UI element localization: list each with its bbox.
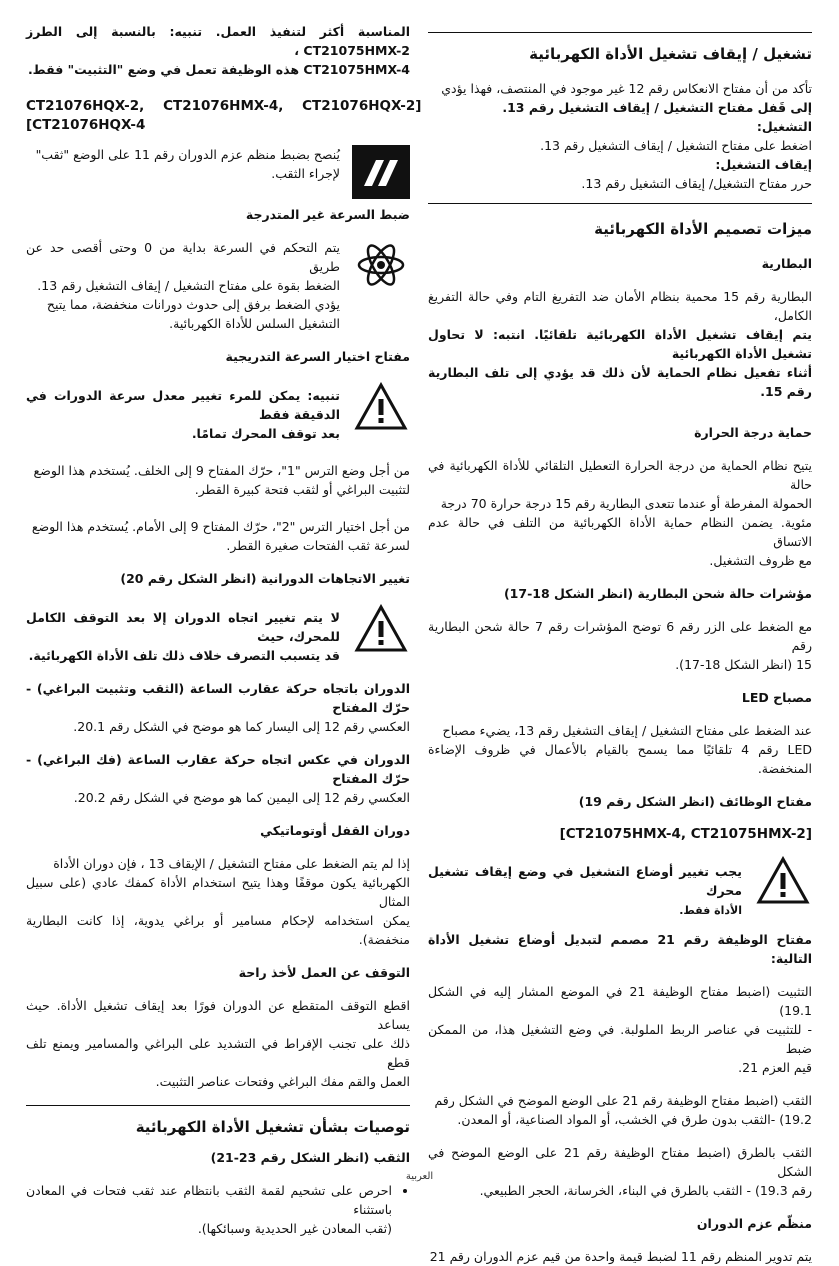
label-on: التشغيل: [756, 119, 812, 134]
paragraph-gear1 [26, 461, 410, 499]
warning-row-direction [26, 602, 410, 665]
text-line: التثبيت (اضبط مفتاح الوظيفة 21 في الموضع المشار إليه في الشكل 19.1) [428, 984, 812, 1018]
heading-gear: مفتاح اختيار السرعة التدريجية [225, 349, 410, 364]
text-line: [CT21076HQX-4 [26, 117, 146, 133]
text-line: رقم 19.3) - الثقب بالطرق في البناء، الخرسانة، الحجر الطبيعي. [479, 1183, 812, 1198]
text-line: مئوية. يضمن النظام حماية الأداة الكهربائية من التلف في حالة عدم الاتساق [428, 515, 812, 549]
warning-triangle-svg [354, 604, 408, 654]
text-line: عند الضغط على مفتاح التشغيل / إيقاف التشغيل رقم 13، يضيء مصباح [442, 723, 812, 738]
text-line: من أجل اختيار الترس "2"، حرّك المفتاح 9 إلى الأمام. يُستخدم هذا الوضع [31, 519, 410, 534]
text-line: الكهربائية يكون موقفًا وهذا يتيح استخدام الأداة كمفك عادي (على سبيل المثال [26, 875, 410, 909]
paragraph-torque: يتم تدوير المنظم رقم 11 لضبط قيمة واحدة من قيم عزم الدوران رقم 21 [429, 1249, 812, 1264]
paragraph-temperature [428, 456, 812, 570]
text-line: أثناء تفعيل نظام الحماية لأن ذلك قد يؤدي إلى تلف البطارية رقم 15. [428, 365, 812, 399]
text-line: الدوران في عكس اتجاه حركة عقارب الساعة (فك البراغي) - حرّك المفتاح [26, 752, 410, 786]
text-line: لإجراء الثقب. [271, 166, 340, 181]
drill-mode-text [26, 145, 340, 183]
text-line: احرص على تشحيم لقمة الثقب بانتظام عند ثقب فتحات في المعادن باستثناء [26, 1183, 392, 1217]
text-line: مع الضغط على الزر رقم 6 توضح المؤشرات رقم 7 حالة شحن البطارية رقم [428, 619, 813, 653]
text-line: لا يتم تغيير اتجاه الدوران إلا بعد التوقف الكامل للمحرك، حيث [26, 610, 340, 644]
text-line: - للتثبيت في عناصر الربط الملولبة. في وضع التشغيل هذا، من الممكن ضبط [428, 1022, 812, 1056]
paragraph-gear2 [26, 517, 410, 555]
paragraph-drilling [428, 1091, 812, 1129]
paragraph-reverse-switch [428, 79, 812, 117]
text-on: اضغط على مفتاح التشغيل / إيقاف التشغيل رقم 13. [540, 138, 812, 153]
text-line: 19.2) -الثقب بدون طرق في الخشب، أو المواد الصناعية، أو المعدن. [457, 1112, 812, 1127]
text-line: (ثقب المعادن غير الحديدية وسبائكها). [197, 1221, 392, 1236]
paragraph-led [428, 721, 812, 778]
text-line: يتيح نظام الحماية من درجة الحرارة التعطيل التلقائي للأداة الكهربائية في حالة [428, 458, 812, 492]
paragraph-counterclockwise [26, 750, 410, 807]
text-line: CT21076HQX-2, CT21076HMX-4, CT21076HQX-2] [26, 98, 422, 114]
heading-models: [CT21075HMX-4, CT21075HMX-2] [559, 826, 812, 842]
warning-text [26, 602, 340, 665]
warning-row-gear [26, 380, 410, 443]
heading-torque: منظّم عزم الدوران [696, 1216, 812, 1231]
text-line: قيم العزم 21. [738, 1060, 812, 1075]
text-line: يؤدي الضغط برفق إلى حدوث دورانات منخفضة، مما يتيح [46, 297, 340, 312]
heading-auto-lock: دوران القفل أوتوماتيكي [260, 823, 410, 838]
paragraph-rest [26, 996, 410, 1091]
heading-charge-indicators: مؤشرات حالة شحن البطارية (انظر الشكل 18-17) [503, 586, 812, 601]
drill-mode-row [26, 145, 410, 199]
models-list [26, 97, 422, 135]
atom-icon [352, 238, 410, 292]
warning-triangle-svg [354, 382, 408, 432]
section-title-on-off: تشغيل / إيقاف تشغيل الأداة الكهربائية [529, 45, 812, 63]
label-off: إيقاف التشغيل: [715, 157, 812, 172]
text-line: العمل والقم مفك البراغي وفتحات عناصر التثبيت. [155, 1074, 410, 1089]
paragraph-charge [428, 617, 812, 674]
text-line: تنبيه: يمكن للمرء تغيير معدل سرعة الدورات في الدقيقة فقط [26, 388, 340, 422]
heading-temperature: حماية درجة الحرارة [694, 425, 812, 440]
speed-row [26, 238, 410, 333]
text-line: مع ظروف التشغيل. [709, 553, 812, 568]
heading-led: مصباح LED [741, 690, 812, 705]
warning-triangle-svg [756, 856, 810, 906]
text-line: إذا لم يتم الضغط على مفتاح التشغيل / الإيقاف 13 ، فإن دوران الأداة [53, 856, 410, 871]
list-item [26, 1181, 392, 1238]
heading-battery: البطارية [761, 256, 812, 271]
text-line: من أجل وضع الترس "1"، حرّك المفتاح 9 إلى الخلف. يُستخدم هذا الوضع [33, 463, 410, 478]
text-line: الضغط بقوة على مفتاح التشغيل / إيقاف التشغيل رقم 13. [37, 278, 340, 293]
text-line: الثقب بالطرق (اضبط مفتاح الوظيفة رقم 21 على الوضع الموضح في الشكل [428, 1145, 812, 1179]
page-footer-language: العربية [405, 1171, 434, 1182]
paragraph-auto-lock [26, 854, 410, 949]
recommendations-list [26, 1181, 410, 1238]
warning-icon [352, 380, 410, 434]
text-line: العكسي رقم 12 إلى اليسار كما هو موضح في الشكل رقم 20.1. [73, 719, 410, 734]
text-line: يتم إيقاف تشغيل الأداة الكهربائية تلقائيًا. انتبه: لا تحاول تشغيل الأداة الكهربائية [428, 327, 812, 361]
text-off: حرر مفتاح التشغيل/ إيقاف التشغيل رقم 13. [581, 176, 812, 191]
text-line: اقطع التوقف المتقطع عن الدوران فورًا بعد إيقاف تشغيل الأداة. حيث يساعد [26, 998, 410, 1032]
text-line: لسرعة ثقب الفتحات صغيرة القطر. [226, 538, 410, 553]
warning-icon [754, 854, 812, 908]
text-line: التشغيل السلس للأداة الكهربائية. [169, 316, 340, 331]
drill-mode-icon [352, 145, 410, 199]
atom-svg [354, 238, 408, 292]
section-title-design: ميزات تصميم الأداة الكهربائية [594, 220, 812, 238]
text-line: قد يتسبب التصرف خلاف ذلك تلف الأداة الكهربائية. [28, 648, 340, 663]
heading-drilling-figure: الثقب (انظر الشكل رقم 23-21) [210, 1150, 410, 1165]
paragraph-continued [26, 22, 410, 79]
text-line: يُنصح بضبط منظم عزم الدوران رقم 11 على الوضع "ثقب" [35, 147, 340, 162]
text-line: العكسي رقم 12 إلى اليمين كما هو موضح في الشكل رقم 20.2. [73, 790, 410, 805]
text-line: الحمولة المفرطة أو عندما تتعدى البطارية رقم 15 درجة حرارة 70 درجة [440, 496, 812, 511]
warning-text [428, 854, 742, 920]
warning-text [26, 380, 340, 443]
warning-icon [352, 602, 410, 656]
heading-direction: تغيير الاتجاهات الدورانية (انظر الشكل رقم 20) [120, 571, 410, 586]
text-line: LED رقم 4 تلقائيًا مما يسمح بالقيام بالأعمال في ظروف الإضاءة المنخفضة. [428, 742, 813, 776]
text-line: البطارية رقم 15 محمية بنظام الأمان ضد التفريغ التام وفي حالة التفريغ الكامل، [428, 289, 812, 323]
text-line: يجب تغيير أوضاع التشغيل في وضع إيقاف تشغيل محرك [428, 864, 742, 898]
text-line: يمكن استخدامه لإحكام مسامير أو براغي يدوية، إذا كانت البطارية منخفضة). [26, 913, 410, 947]
text-line: تأكد من أن مفتاح الانعكاس رقم 12 غير موجود في المنتصف، فهذا يؤدي [441, 81, 812, 96]
heading-function21: مفتاح الوظيفة رقم 21 مصمم لتبديل أوضاع تشغيل الأداة التالية: [428, 932, 812, 966]
speed-text [26, 238, 340, 333]
text-line: لتثبيت البراغي أو لثقب فتحة كبيرة القطر. [194, 482, 410, 497]
paragraph-clockwise [26, 679, 410, 736]
paragraph-fixing [428, 982, 812, 1077]
text-line: الأداة فقط. [679, 904, 742, 917]
text-line: المناسبة أكثر لتنفيذ العمل. تنبيه: بالنسبة إلى الطرز CT21075HMX-2 ، [26, 24, 410, 58]
drill-mode-svg [358, 152, 404, 192]
heading-function-switch: مفتاح الوظائف (انظر الشكل رقم 19) [578, 794, 812, 809]
warning-row-function [428, 854, 812, 920]
right-column [428, 22, 812, 1266]
text-line: الثقب (اضبط مفتاح الوظيفة رقم 21 على الوضع الموضح في الشكل رقم [434, 1093, 812, 1108]
text-line: 15 (انظر الشكل 18-17). [675, 657, 812, 672]
text-line: الدوران باتجاه حركة عقارب الساعة (الثقب وتثبيت البراغي) - حرّك المفتاح [26, 681, 410, 715]
text-line: بعد توقف المحرك تمامًا. [191, 426, 340, 441]
paragraph-battery [428, 287, 812, 401]
text-line: ذلك على تجنب الإفراط في التشديد على البراغي والمسامير ويمنع تلف قطع [26, 1036, 410, 1070]
heading-speed: ضبط السرعة غير المتدرجة [245, 207, 410, 222]
text-line: يتم التحكم في السرعة بداية من 0 وحتى أقصى حد عن طريق [26, 240, 340, 274]
text-line: إلى قَفل مفتاح التشغيل / إيقاف التشغيل رقم 13. [502, 100, 812, 115]
heading-rest: التوقف عن العمل لأخذ راحة [238, 965, 410, 980]
section-title-recommendations: توصيات بشأن تشغيل الأداة الكهربائية [135, 1118, 410, 1136]
text-line: CT21075HMX-4 هذه الوظيفة تعمل في وضع "التثبيت" فقط. [27, 62, 410, 77]
